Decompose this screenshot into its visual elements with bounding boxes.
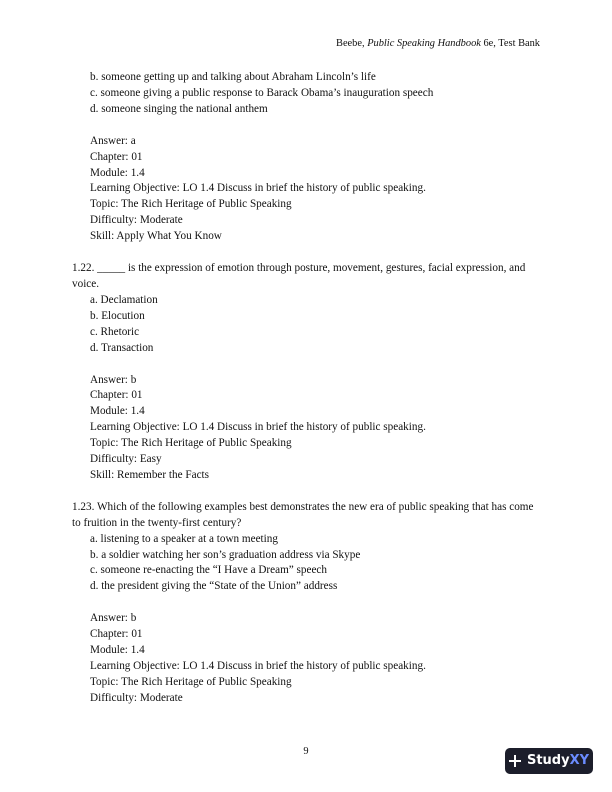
answer: Answer: b: [90, 373, 137, 386]
learning-objective: Learning Objective: LO 1.4 Discuss in brief the history of public speaking.: [90, 660, 426, 672]
badge-study: Study: [526, 753, 570, 769]
badge-text: [527, 753, 589, 769]
skill: Skill: Apply What You Know: [90, 230, 222, 243]
page-number: 9: [303, 746, 309, 757]
learning-objective: Learning Objective: LO 1.4 Discuss in brief the history of public speaking.: [90, 421, 426, 434]
question-text: 1.23. Which of the following examples best demonstrates the new era of public speaking that has come to fruition in the twenty-first century?: [72, 500, 534, 529]
answer: Answer: a: [90, 134, 136, 147]
studyxy-badge[interactable]: [505, 748, 593, 774]
difficulty: Difficulty: Easy: [90, 453, 162, 466]
learning-objective: Learning Objective: LO 1.4 Discuss in brief the history of public speaking.: [90, 182, 426, 195]
chapter: Chapter: 01: [90, 628, 143, 641]
answer: Answer: b: [90, 612, 137, 625]
question-1-21-tail: [72, 70, 542, 245]
difficulty: Difficulty: Moderate: [90, 691, 183, 704]
topic: Topic: The Rich Heritage of Public Speaking: [90, 198, 292, 211]
option-d: d. someone singing the national anthem: [90, 102, 268, 115]
option-b: b. a soldier watching her son’s graduation address via Skype: [90, 548, 361, 561]
option-b: b. someone getting up and talking about Abraham Lincoln’s life: [90, 71, 376, 83]
running-header: [336, 37, 540, 50]
module: Module: 1.4: [90, 166, 145, 179]
header-book-title: Public Speaking Handbook: [367, 38, 481, 49]
header-author: Beebe,: [336, 38, 368, 49]
question-1-22: [72, 261, 542, 484]
plus-icon: [509, 755, 521, 767]
difficulty: Difficulty: Moderate: [90, 214, 183, 227]
option-a: a. Declamation: [90, 293, 158, 306]
option-d: d. Transaction: [90, 341, 154, 354]
header-suffix: 6e, Test Bank: [480, 38, 540, 49]
option-d: d. the president giving the “State of the Union” address: [90, 580, 338, 593]
option-c: c. someone giving a public response to Barack Obama’s inauguration speech: [90, 86, 434, 99]
option-c: c. someone re-enacting the “I Have a Dream” speech: [90, 564, 327, 577]
option-a: a. listening to a speaker at a town meeting: [90, 532, 278, 545]
option-c: c. Rhetoric: [90, 325, 140, 338]
question-1-23: [72, 500, 542, 707]
module: Module: 1.4: [90, 644, 145, 657]
topic: Topic: The Rich Heritage of Public Speaking: [90, 437, 292, 450]
option-b: b. Elocution: [90, 309, 145, 322]
question-text: 1.22. _____ is the expression of emotion through posture, movement, gestures, facial expression, and voice.: [72, 262, 526, 290]
chapter: Chapter: 01: [90, 389, 143, 402]
badge-xy: XY: [569, 753, 590, 769]
chapter: Chapter: 01: [90, 150, 143, 163]
module: Module: 1.4: [90, 405, 145, 418]
topic: Topic: The Rich Heritage of Public Speaking: [90, 675, 292, 688]
skill: Skill: Remember the Facts: [90, 468, 210, 481]
page-content: [72, 70, 542, 707]
